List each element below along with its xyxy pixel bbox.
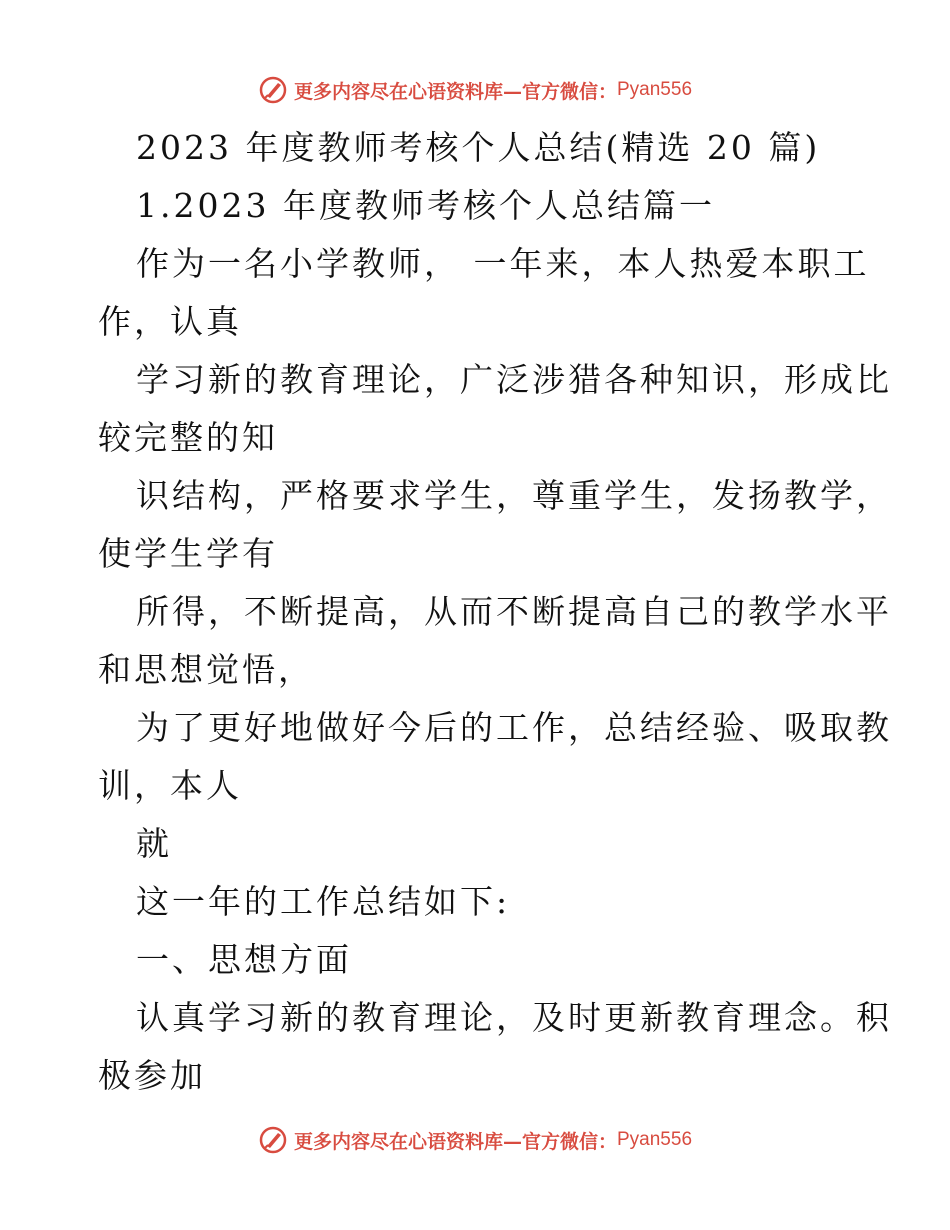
banner-text: 更多内容尽在心语资料库—官方微信： xyxy=(293,1130,617,1153)
quill-pen-icon xyxy=(258,75,288,105)
section-heading: 1.2023 年度教师考核个人总结篇一 xyxy=(136,186,715,225)
paragraph-line: 和思想觉悟， xyxy=(98,650,314,689)
paragraph-line: 识结构，严格要求学生，尊重学生，发扬教学， xyxy=(136,476,892,515)
paragraph-line: 学习新的教育理论，广泛涉猎各种知识，形成比 xyxy=(136,360,892,399)
paragraph-line: 作，认真 xyxy=(98,302,242,341)
banner-text: 更多内容尽在心语资料库—官方微信： xyxy=(293,80,617,103)
quill-pen-icon xyxy=(258,1125,288,1155)
document-title: 2023 年度教师考核个人总结(精选 20 篇) xyxy=(136,128,821,167)
header-watermark-banner xyxy=(0,70,950,110)
paragraph-line: 作为一名小学教师， 一年来，本人热爱本职工 xyxy=(136,244,870,283)
banner-wechat-id: Pyan556 xyxy=(617,1129,693,1150)
paragraph-line: 极参加 xyxy=(98,1056,206,1095)
paragraph-line: 这一年的工作总结如下: xyxy=(136,882,511,921)
paragraph-line: 使学生学有 xyxy=(98,534,278,573)
paragraph-line: 所得，不断提高，从而不断提高自己的教学水平 xyxy=(136,592,892,631)
banner-wechat-id: Pyan556 xyxy=(617,79,693,100)
subsection-heading: 一、思想方面 xyxy=(136,940,352,979)
paragraph-line: 就 xyxy=(136,824,172,863)
paragraph-line: 为了更好地做好今后的工作，总结经验、吸取教 xyxy=(136,708,892,747)
paragraph-line: 认真学习新的教育理论，及时更新教育理念。积 xyxy=(136,998,892,1037)
paragraph-line: 训，本人 xyxy=(98,766,242,805)
footer-watermark-banner xyxy=(0,1120,950,1160)
paragraph-line: 较完整的知 xyxy=(98,418,278,457)
